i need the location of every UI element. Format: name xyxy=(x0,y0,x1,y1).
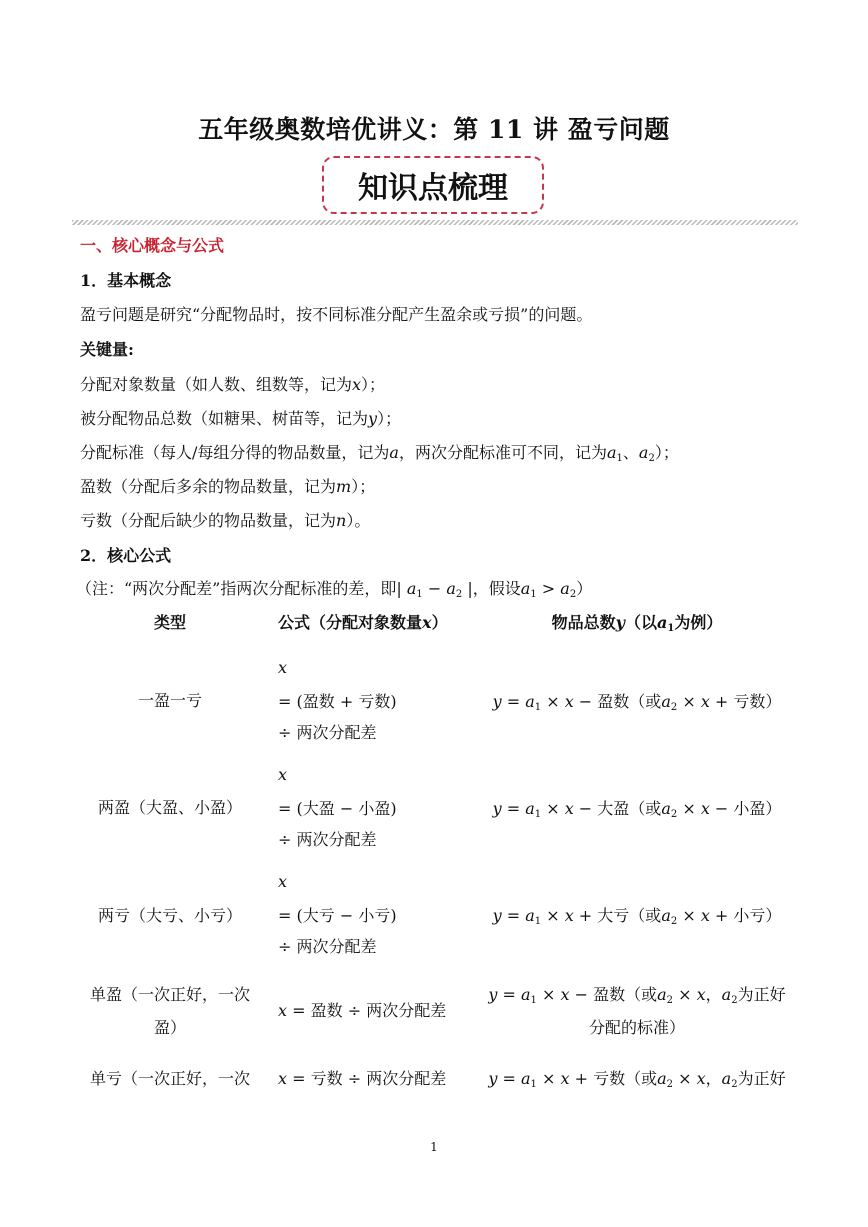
table-row-formula-paren: = (大亏 − 小亏) xyxy=(278,906,397,925)
table-header-formula: 公式（分配对象数量x） xyxy=(278,613,448,632)
table-row-formula-div: ÷ 两次分配差 xyxy=(278,937,377,956)
definition-text: 盈亏问题是研究“分配物品时，按不同标准分配产生盈余或亏损”的问题。 xyxy=(80,305,593,324)
table-row-formula-div: ÷ 两次分配差 xyxy=(278,830,377,849)
subheading-basic-concept: 1．基本概念 xyxy=(80,271,172,290)
divider xyxy=(72,220,798,225)
table-row-formula: x = 盈数 ÷ 两次分配差 xyxy=(278,1001,447,1020)
section-heading-core: 一、核心概念与公式 xyxy=(80,236,225,255)
key-item-y: 被分配物品总数（如糖果、树苗等，记为y）； xyxy=(80,409,402,428)
table-row-type: 两盈（大盈、小盈） xyxy=(97,798,242,817)
table-row-type-line2: 盈） xyxy=(153,1018,186,1037)
table-header-total: 物品总数y（以$a_1$为例） xyxy=(551,613,723,634)
table-row-total-line1: $y = a_1 \times x$ + 亏数（或$a_2 \times x$，$a_2$为正好 xyxy=(488,1069,786,1090)
knowledge-box xyxy=(322,156,544,214)
table-row-total: $y = a_1 \times x$ − 盈数（或$a_2 \times x$ + 亏数） xyxy=(492,692,782,713)
subheading-core-formula: 2．核心公式 xyxy=(80,546,172,565)
table-row-total-line1: $y = a_1 \times x$ − 盈数（或$a_2 \times x$，$a_2$为正好 xyxy=(488,985,786,1006)
key-item-n: 亏数（分配后缺少的物品数量，记为n）。 xyxy=(80,511,371,530)
page-number: 1 xyxy=(430,1140,438,1154)
table-row-formula-var: x xyxy=(278,765,288,784)
table-header-type: 类型 xyxy=(153,613,186,632)
page-title: 五年级奥数培优讲义：第 11 讲 盈亏问题 xyxy=(198,115,670,144)
key-item-x: 分配对象数量（如人数、组数等，记为x）； xyxy=(80,375,386,394)
table-row-formula-var: x xyxy=(278,872,288,891)
table-row-formula-var: x xyxy=(278,658,288,677)
table-row-total: $y = a_1 \times x$ + 大亏（或$a_2 \times x$ + 小亏） xyxy=(492,906,782,927)
key-quantities-label: 关键量: xyxy=(80,340,134,359)
table-row-total: $y = a_1 \times x$ − 大盈（或$a_2 \times x$ − 小盈） xyxy=(492,799,782,820)
table-row-formula: x = 亏数 ÷ 两次分配差 xyxy=(278,1069,447,1088)
note-text: （注：“两次分配差”指两次分配标准的差，即| $a_1 - a_2$ |，假设$a_1 > a_2$） xyxy=(76,579,593,600)
table-row-type: 两亏（大亏、小亏） xyxy=(97,906,242,925)
knowledge-box-label: 知识点梳理 xyxy=(358,171,508,206)
table-row-type-line1: 单盈（一次正好，一次 xyxy=(89,985,250,1004)
table-row-formula-paren: = (大盈 − 小盈) xyxy=(278,799,397,818)
key-item-a: 分配标准（每人/每组分得的物品数量，记为a，两次分配标准可不同，记为$a_1$、$a_2$）； xyxy=(80,443,679,464)
table-row-formula-div: ÷ 两次分配差 xyxy=(278,723,377,742)
table-row-type: 一盈一亏 xyxy=(137,691,202,710)
table-row-total-line2: 分配的标准） xyxy=(588,1018,685,1037)
key-item-m: 盈数（分配后多余的物品数量，记为m）； xyxy=(80,477,376,496)
table-row-formula-paren: = (盈数 + 亏数) xyxy=(278,692,397,711)
table-row-type-line1: 单亏（一次正好，一次 xyxy=(89,1069,250,1088)
